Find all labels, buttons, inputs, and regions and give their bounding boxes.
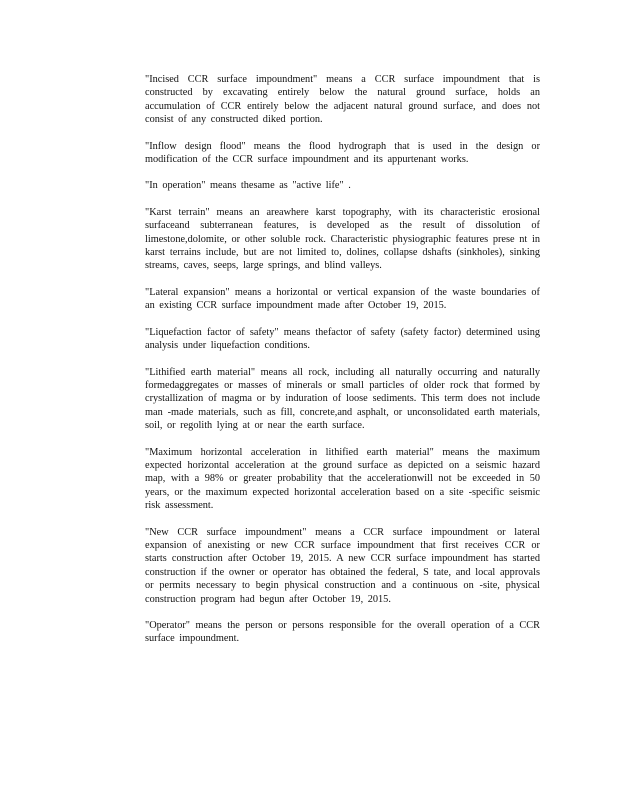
definition-paragraph: "Lithified earth material" means all rock, including all naturally occurring and naturally formedaggregates or masses of minerals or small particles of older rock that formed by crystallization of magma or by induration of loose sediments. This term does not include man -made materials, such as fill, concrete,and asphalt, or unconsolidated earth materials, soil, or regolith lying at or near the earth surface. <box>145 366 540 432</box>
document-body <box>145 73 540 646</box>
definition-paragraph: "Karst terrain" means an areawhere karst topography, with its characteristic erosional surfaceand subterranean features, is developed as the result of dissolution of limestone,dolomite, or other soluble rock. Characteristic physiographic features prese nt in karst terrains include, but are not limited to, dolines, collapse dshafts (sinkholes), sinking streams, caves, seeps, large springs, and blind valleys. <box>145 206 540 272</box>
definition-paragraph: "Lateral expansion" means a horizontal or vertical expansion of the waste boundaries of an existing CCR surface impoundment made after October 19, 2015. <box>145 286 540 312</box>
definition-paragraph: "New CCR surface impoundment" means a CCR surface impoundment or lateral expansion of anexisting or new CCR surface impoundment that first receives CCR or starts construction after October 19, 2015. A new CCR surface impoundment has started construction if the owner or operator has obtained the federal, S tate, and local approvals or permits necessary to begin physical construction and a continuous on -site, physical construction program had begun after October 19, 2015. <box>145 526 540 605</box>
definition-paragraph: "Operator" means the person or persons responsible for the overall operation of a CCR surface impoundment. <box>145 620 540 645</box>
definition-paragraph: "Inflow design flood" means the flood hydrograph that is used in the design or modification of the CCR surface impoundment and its appurtenant works. <box>145 140 540 166</box>
definition-paragraph: "Liquefaction factor of safety" means thefactor of safety (safety factor) determined using analysis under liquefaction conditions. <box>145 326 540 352</box>
definition-paragraph: "In operation" means thesame as "active life" . <box>145 180 351 192</box>
definition-paragraph: "Maximum horizontal acceleration in lithified earth material" means the maximum expected horizontal acceleration at the ground surface as depicted on a seismic hazard map, with a 98% or greater probability that the accelerationwill not be exceeded in 50 years, or the maximum expected horizontal acceleration based on a site -specific seismic risk assessment. <box>145 446 540 512</box>
definition-paragraph: "Incised CCR surface impoundment" means a CCR surface impoundment that is constructed by excavating entirely below the natural ground surface, holds an accumulation of CCR entirely below the adjacent natural ground surface, and does not consist of any constructed diked portion. <box>145 74 540 126</box>
